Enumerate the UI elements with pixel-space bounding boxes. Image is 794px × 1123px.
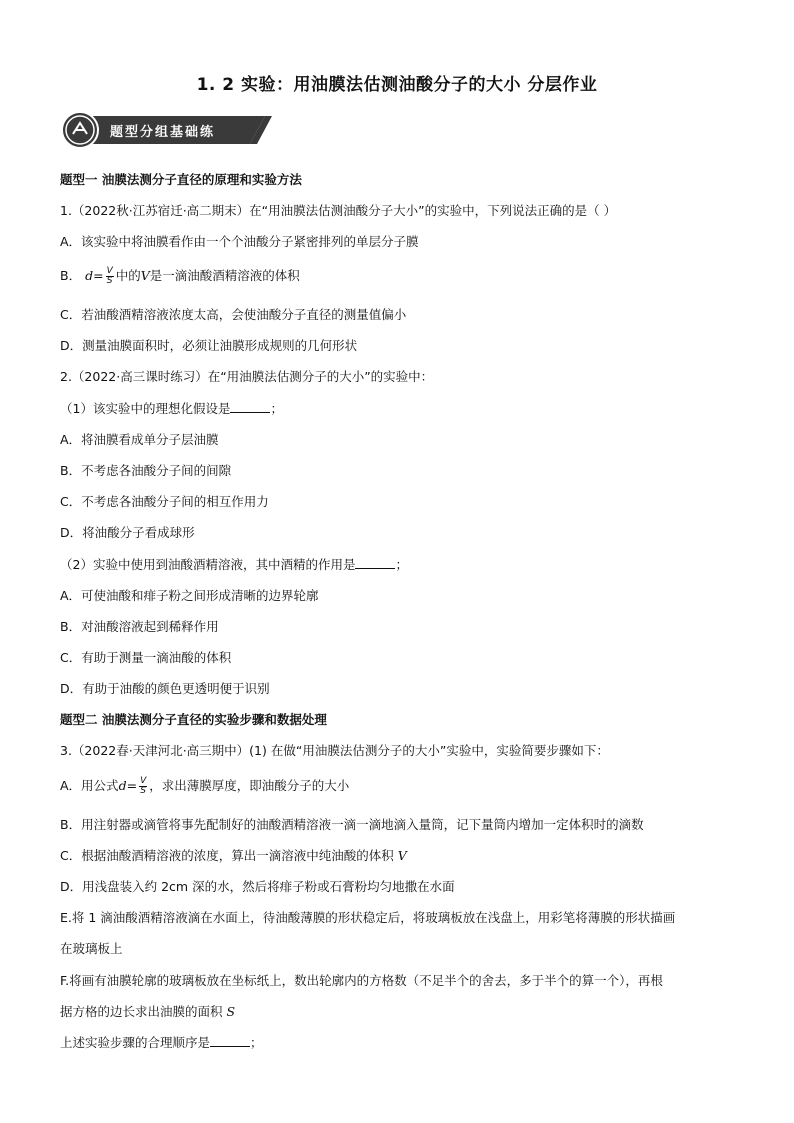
q2-s1-option-a: A．将油膜看成单分子层油膜 (60, 432, 219, 447)
q3-a-suffix: ，求出薄膜厚度，即油酸分子的大小 (149, 778, 350, 793)
q3-step-d: D．用浅盘装入约 2cm 深的水，然后将痱子粉或石膏粉均匀地撒在水面 (60, 879, 455, 894)
q2-stem: 2.（2022·高三课时练习）在“用油膜法估测分子的大小”的实验中： (60, 369, 434, 384)
q2-sub2-end: ； (395, 557, 408, 572)
q3-step-a: A．用公式d= $\frac{V}{S}$ ，求出薄膜厚度，即油酸分子的大小 (60, 776, 350, 796)
q3-step-f-line1: F.将画有油膜轮廓的玻璃板放在坐标纸上，数出轮廓内的方格数（不足半个的舍去，多于半个的算一个），再根 (60, 973, 663, 988)
q1-b-mid: 中的 (115, 268, 141, 283)
q3-c-var: V (397, 848, 407, 863)
q1-stem: 1.（2022秋·江苏宿迁·高二期末）在“用油膜法估测油酸分子大小”的实验中，下列说法正确的是（ ） (60, 203, 617, 218)
q2-sub1-end: ； (270, 401, 283, 416)
q3-f2-var: S (226, 1004, 236, 1019)
q3-a-prefix: A．用公式 (60, 778, 119, 793)
q2-sub2-blank (355, 555, 395, 569)
q3-a-fraction (139, 777, 147, 796)
q3-step-c (60, 846, 407, 866)
q3-step-f-line2 (60, 1002, 235, 1022)
q2-s2-option-a: A．可使油酸和痱子粉之间形成清晰的边界轮廓 (60, 588, 319, 603)
q2-s2-option-c: C．有助于测量一滴油酸的体积 (60, 650, 232, 665)
q2-s2-option-b: B．对油酸溶液起到稀释作用 (60, 619, 219, 634)
q3-order-end: ； (250, 1035, 263, 1050)
q2-sub2-text: （2）实验中使用到油酸酒精溶液，其中酒精的作用是 (60, 557, 356, 572)
q3-a-frac-num: V (140, 776, 147, 786)
q3-step-e-line1: E.将 1 滴油酸酒精溶液滴在水面上，待油酸薄膜的形状稳定后，将玻璃板放在浅盘上，用彩笔将薄膜的形状描画 (60, 910, 676, 925)
q1-b-var: V (140, 268, 150, 283)
q3-order-blank (210, 1033, 250, 1047)
q2-sub1 (60, 399, 283, 419)
q3-c-prefix: C．根据油酸酒精溶液的浓度，算出一滴溶液中纯油酸的体积 (60, 848, 398, 863)
q1-option-d: D．测量油膜面积时，必须让油膜形成规则的几何形状 (60, 338, 358, 353)
banner-label: 题型分组基础练 (110, 125, 216, 140)
q2-sub1-blank (230, 399, 270, 413)
q1-b-prefix: B． (60, 268, 82, 283)
q3-order-text: 上述实验步骤的合理顺序是 (60, 1035, 211, 1050)
q2-s1-option-d: D．将油酸分子看成球形 (60, 525, 195, 540)
q1-b-formula-lhs: d (85, 268, 94, 283)
q2-sub1-text: （1）该实验中的理想化假设是 (60, 401, 231, 416)
q2-s1-option-c: C．不考虑各油酸分子间的相互作用力 (60, 494, 269, 509)
section-heading-1: 题型一 油膜法测分子直径的原理和实验方法 (60, 172, 302, 187)
q3-stem: 3.（2022春·天津河北·高三期中）(1) 在做“用油膜法估测分子的大小”实验中，实验简要步骤如下： (60, 743, 609, 758)
q3-a-lhs: d (118, 778, 127, 793)
q3-a-frac-den: S (140, 786, 146, 796)
q2-s1-option-b: B．不考虑各油酸分子间的间隙 (60, 463, 232, 478)
q1-option-a: A．该实验中将油膜看作由一个个油酸分子紧密排列的单层分子膜 (60, 234, 419, 249)
q3-step-e-line2: 在玻璃板上 (60, 941, 123, 956)
q3-step-b: B．用注射器或滴管将事先配制好的油酸酒精溶液一滴一滴地滴入量筒，记下量筒内增加一定体积时的滴数 (60, 817, 644, 832)
q1-b-frac-num: V (106, 266, 113, 276)
q2-s2-option-d: D．有助于油酸的颜色更透明便于识别 (60, 681, 270, 696)
section-heading-2: 题型二 油膜法测分子直径的实验步骤和数据处理 (60, 712, 327, 727)
q1-option-c: C．若油酸酒精溶液浓度太高，会使油酸分子直径的测量值偏小 (60, 307, 407, 322)
q2-sub2 (60, 555, 408, 575)
q3-order (60, 1033, 263, 1053)
q3-f2-prefix: 据方格的边长求出油膜的面积 (60, 1004, 227, 1019)
q1-option-b: B． d= $\frac{V}{S}$ 中的V是一滴油酸酒精溶液的体积 (60, 266, 300, 286)
q1-b-suffix: 是一滴油酸酒精溶液的体积 (149, 268, 300, 283)
q1-b-fraction (106, 267, 114, 286)
section-banner (60, 110, 280, 150)
page-title: 1. 2 实验：用油膜法估测油酸分子的大小 分层作业 (196, 75, 598, 95)
q1-b-frac-den: S (106, 276, 113, 286)
